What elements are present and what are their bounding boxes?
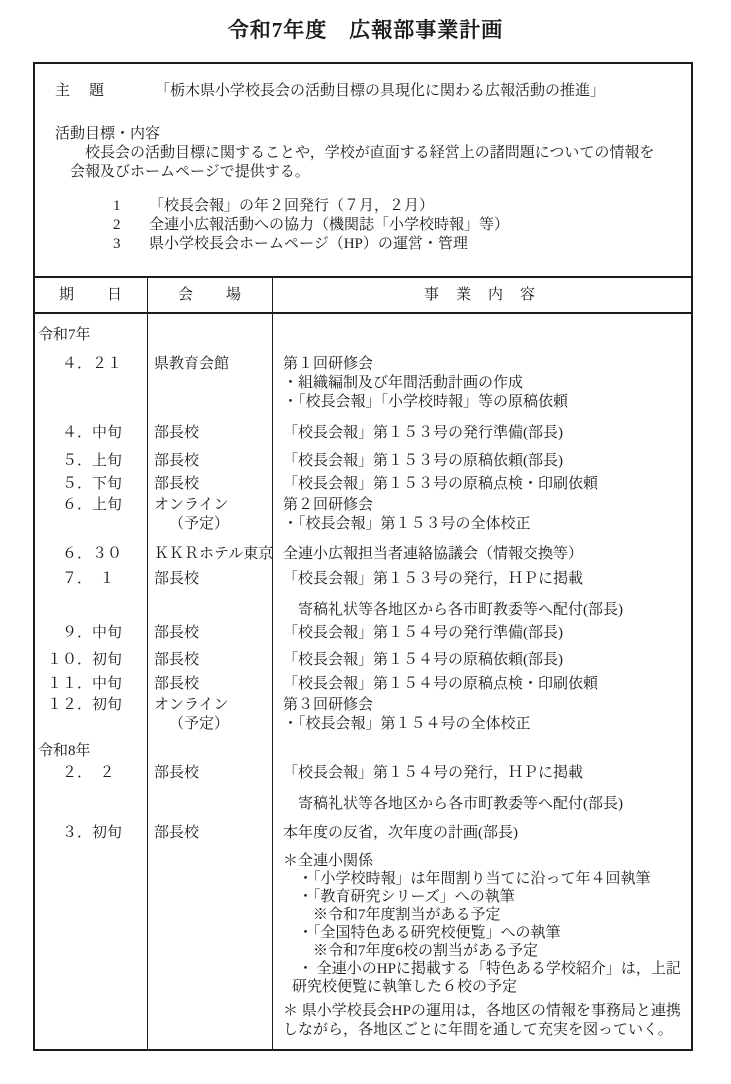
- venue-cell: 部長校: [148, 814, 273, 843]
- goals-line-2: 会報及びホームページで提供する。: [70, 164, 310, 180]
- date-cell: ９．中旬: [35, 620, 148, 643]
- hp-note-row: [35, 996, 691, 1049]
- overview-section: [35, 64, 691, 276]
- activity-number: 3: [113, 236, 121, 252]
- zenrensho-notes: [273, 843, 691, 996]
- table-row: [35, 494, 691, 534]
- venue-line: オンライン: [154, 697, 229, 713]
- content-line: 寄稿礼状等各地区から各市町教委等へ配付(部長): [298, 602, 623, 618]
- note-line: しながら，各地区ごとに年間を通して充実を図っていく。: [283, 1022, 673, 1038]
- activity-number: 1: [113, 198, 121, 214]
- note-line: ・「全国特色ある研究校便覧」への執筆: [298, 925, 561, 941]
- venue-cell: 部長校: [148, 412, 273, 443]
- activity-item: [113, 216, 681, 235]
- venue-line: オンライン: [154, 497, 229, 513]
- content-line: 「校長会報」第１５４号の発行，ＨＰに掲載: [283, 765, 584, 781]
- venue-cell: 部長校: [148, 620, 273, 643]
- content-line: 本年度の反省，次年度の計画(部長): [283, 825, 518, 841]
- table-row: [35, 761, 691, 814]
- table-row-year: [35, 734, 691, 761]
- year-label: 令和7年: [35, 314, 148, 345]
- note-line: ※令和7年度割当がある予定: [313, 907, 501, 923]
- notes-row: [35, 843, 691, 996]
- date-cell: １０．初旬: [35, 643, 148, 670]
- table-row: [35, 534, 691, 564]
- content-cell: [273, 761, 691, 814]
- note-line: ・ 全連小のHPに掲載する「特色ある学校紹介」は，上記: [298, 961, 681, 977]
- date-cell: ６．上旬: [35, 494, 148, 534]
- table-row: [35, 443, 691, 471]
- note-line: 研究校便覧に執筆した６校の予定: [292, 979, 518, 995]
- content-line: 「校長会報」第１５３号の原稿点検・印刷依頼: [283, 476, 599, 492]
- activity-list: [113, 197, 681, 254]
- date-cell: ４．中旬: [35, 412, 148, 443]
- date-cell: １１．中旬: [35, 670, 148, 694]
- note-line: ※令和7年度6校の割当がある予定: [313, 943, 539, 959]
- venue-cell: [148, 694, 273, 734]
- content-line: ・「校長会報」第１５３号の全体校正: [283, 516, 531, 532]
- table-row: [35, 412, 691, 443]
- activity-number: 2: [113, 217, 121, 233]
- date-cell: ５．下旬: [35, 471, 148, 494]
- venue-cell: 部長校: [148, 670, 273, 694]
- content-line: 「校長会報」第１５４号の発行準備(部長): [283, 625, 563, 641]
- content-cell: [273, 814, 691, 843]
- goals-heading: 活動目標・内容: [55, 126, 161, 142]
- content-line: ・「校長会報」「小学校時報」等の原稿依頼: [283, 394, 569, 410]
- content-cell: [273, 443, 691, 471]
- content-line: 「校長会報」第１５４号の原稿点検・印刷依頼: [283, 676, 599, 692]
- content-line: 第３回研修会: [283, 697, 374, 713]
- table-row: [35, 620, 691, 643]
- schedule-table: [35, 276, 691, 1049]
- content-cell: [273, 412, 691, 443]
- table-row: [35, 814, 691, 843]
- content-cell: [273, 494, 691, 534]
- content-cell: [273, 643, 691, 670]
- content-line: 寄稿礼状等各地区から各市町教委等へ配付(部長): [298, 796, 623, 812]
- content-line: 「校長会報」第１５３号の発行準備(部長): [283, 425, 563, 441]
- content-line: 第２回研修会: [283, 497, 374, 513]
- activity-text: 県小学校長会ホームページ（HP）の運営・管理: [149, 236, 468, 252]
- year-label: 令和8年: [35, 734, 148, 761]
- goals-line-1: 校長会の活動目標に関することや，学校が直面する経営上の諸問題についての情報を: [85, 145, 655, 161]
- content-cell: [273, 345, 691, 412]
- table-row: [35, 694, 691, 734]
- table-header-row: [35, 278, 691, 314]
- goals-paragraph: [55, 144, 681, 182]
- venue-cell: 部長校: [148, 471, 273, 494]
- date-cell: ２． ２: [35, 761, 148, 814]
- table-row: [35, 564, 691, 620]
- content-line: ・組織編制及び年間活動計画の作成: [283, 375, 524, 391]
- venue-cell: 部長校: [148, 443, 273, 471]
- table-row: [35, 670, 691, 694]
- content-line: 「校長会報」第１５４号の原稿依頼(部長): [283, 652, 563, 668]
- activity-item: [113, 197, 681, 216]
- note-line: ＊ 県小学校長会HPの運用は，各地区の情報を事務局と連携: [283, 1003, 681, 1019]
- column-header-date: 期 日: [35, 278, 148, 312]
- note-line: ・「教育研究シリーズ」への執筆: [298, 889, 515, 905]
- plan-document-box: [33, 62, 693, 1051]
- venue-cell: ＫＫＲホテル東京: [148, 534, 273, 564]
- content-line: 全連小広報担当者連絡協議会（情報交換等）: [283, 546, 584, 562]
- activity-text: 全連小広報活動への協力（機関誌「小学校時報」等）: [149, 217, 510, 233]
- table-row: [35, 345, 691, 412]
- date-cell: ６．３０: [35, 534, 148, 564]
- date-cell: ３．初旬: [35, 814, 148, 843]
- date-cell: ４．２１: [35, 345, 148, 412]
- subject-label: 主 題: [55, 83, 107, 99]
- content-cell: [273, 670, 691, 694]
- content-line: 第１回研修会: [283, 356, 374, 372]
- activity-item: [113, 235, 681, 254]
- column-header-venue: 会 場: [148, 278, 273, 312]
- subject-row: [55, 82, 681, 101]
- venue-cell: 部長校: [148, 643, 273, 670]
- content-cell: [273, 471, 691, 494]
- page-title: 令和7年度 広報部事業計画: [227, 18, 504, 42]
- hp-note: [273, 996, 691, 1049]
- note-line: ・「小学校時報」は年間割り当てに沿って年４回執筆: [298, 871, 651, 887]
- subject-text: 「栃木県小学校長会の活動目標の具現化に関わる広報活動の推進」: [155, 83, 606, 99]
- date-cell: ５．上旬: [35, 443, 148, 471]
- table-row-year: [35, 314, 691, 345]
- content-cell: [273, 694, 691, 734]
- column-header-content: 事 業 内 容: [423, 286, 536, 303]
- content-line: ・「校長会報」第１５４号の全体校正: [283, 716, 531, 732]
- content-line: 「校長会報」第１５３号の発行，ＨＰに掲載: [283, 571, 584, 587]
- venue-line: （予定）: [169, 516, 230, 532]
- note-line: ＊全連小関係: [283, 853, 374, 869]
- venue-cell: 部長校: [148, 564, 273, 620]
- content-cell: [273, 564, 691, 620]
- table-row: [35, 643, 691, 670]
- table-row: [35, 471, 691, 494]
- date-cell: １２．初旬: [35, 694, 148, 734]
- venue-cell: [148, 494, 273, 534]
- activity-text: 「校長会報」の年２回発行（７月，２月）: [149, 198, 435, 214]
- content-cell: [273, 620, 691, 643]
- venue-line: （予定）: [169, 716, 230, 732]
- date-cell: ７． １: [35, 564, 148, 620]
- venue-cell: 部長校: [148, 761, 273, 814]
- venue-cell: 県教育会館: [148, 345, 273, 412]
- content-line: 「校長会報」第１５３号の原稿依頼(部長): [283, 453, 563, 469]
- content-cell: [273, 534, 691, 564]
